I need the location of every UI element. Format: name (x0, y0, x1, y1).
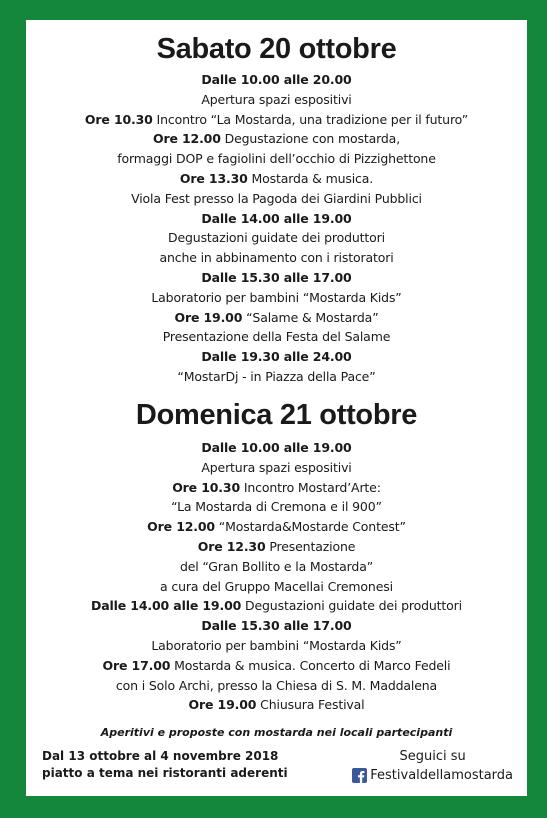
schedule-time: Dalle 10.00 alle 20.00 (201, 72, 352, 87)
schedule-line (26, 676, 527, 696)
restaurant-promo (42, 748, 288, 782)
schedule-line (26, 367, 527, 387)
schedule-line (26, 636, 527, 656)
schedule-line (26, 209, 527, 229)
schedule-line (26, 438, 527, 458)
schedule-text: anche in abbinamento con i ristoratori (159, 250, 394, 266)
schedule-time: Dalle 10.00 alle 19.00 (201, 440, 352, 455)
schedule-time: Ore 13.30 (179, 170, 248, 186)
schedule-text: a cura del Gruppo Macellai Cremonesi (160, 578, 393, 594)
schedule-line (26, 478, 527, 498)
schedule-line (26, 557, 527, 577)
schedule-text: Presentazione (265, 538, 356, 554)
schedule-text: Degustazione con mostarda, (220, 131, 401, 147)
schedule-text: Incontro “La Mostarda, una tradizione per il futuro” (152, 111, 469, 127)
schedule-time: Ore 17.00 (102, 657, 171, 673)
schedule-line (26, 577, 527, 597)
facebook-link[interactable] (352, 766, 513, 785)
schedule-line (26, 110, 527, 130)
schedule-time: Ore 12.00 (147, 519, 215, 535)
schedule-text: Presentazione della Festa del Salame (162, 329, 391, 345)
schedule-line (26, 537, 527, 557)
schedule-text: Laboratorio per bambini “Mostarda Kids” (151, 289, 402, 305)
facebook-page-name: Festivaldellamostarda (370, 768, 513, 783)
schedule-line (26, 228, 527, 248)
schedule-time: Dalle 14.00 alle 19.00 (201, 210, 352, 226)
sunday-section (26, 398, 527, 715)
schedule-time: Dalle 14.00 alle 19.00 (91, 598, 242, 614)
schedule-text: Chiusura Festival (256, 697, 365, 713)
schedule-line (26, 517, 527, 537)
schedule-text: “La Mostarda di Cremona e il 900” (171, 499, 382, 515)
aperitivi-note: Aperitivi e proposte con mostarda nei locali partecipanti (100, 726, 453, 739)
schedule-line (26, 90, 527, 110)
schedule-text: con i Solo Archi, presso la Chiesa di S. M. Maddalena (115, 677, 438, 693)
schedule-line (26, 656, 527, 676)
schedule-text: Mostarda & musica. (247, 170, 374, 186)
facebook-icon (352, 768, 367, 783)
schedule-time: Dalle 15.30 alle 17.00 (201, 618, 352, 634)
schedule-text: Viola Fest presso la Pagoda dei Giardini Pubblici (131, 190, 422, 206)
promo-description: piatto a tema nei ristoranti aderenti (42, 766, 288, 780)
schedule-line (26, 189, 527, 209)
schedule-line (26, 288, 527, 308)
schedule-line (26, 695, 527, 715)
saturday-title: Sabato 20 ottobre (156, 33, 397, 65)
schedule-time: Ore 19.00 (174, 309, 243, 325)
program-card (26, 20, 527, 796)
schedule-text: “MostarDj - in Piazza della Pace” (177, 368, 376, 384)
schedule-line (26, 458, 527, 478)
schedule-line (26, 129, 527, 149)
schedule-time: Ore 12.30 (197, 538, 266, 554)
schedule-line (26, 327, 527, 347)
social-follow (352, 747, 513, 785)
sunday-schedule (26, 438, 527, 715)
saturday-section (26, 32, 527, 387)
saturday-schedule (26, 70, 527, 387)
schedule-line (26, 596, 527, 616)
schedule-text: Apertura spazi espositivi (201, 91, 352, 107)
schedule-text: Degustazioni guidate dei produttori (168, 230, 385, 246)
schedule-text: formaggi DOP e fagiolini dell’occhio di Pizzighettone (117, 151, 436, 167)
schedule-line (26, 268, 527, 288)
schedule-time: Dalle 19.30 alle 24.00 (201, 349, 352, 365)
schedule-line (26, 169, 527, 189)
sunday-title: Domenica 21 ottobre (135, 399, 418, 431)
schedule-text: “Salame & Mostarda” (242, 309, 379, 325)
schedule-line (26, 616, 527, 636)
schedule-line (26, 308, 527, 328)
promo-dates: Dal 13 ottobre al 4 novembre 2018 (42, 749, 279, 763)
schedule-time: Ore 10.30 (172, 479, 240, 495)
schedule-text: Degustazioni guidate dei produttori (241, 598, 462, 614)
schedule-text: Laboratorio per bambini “Mostarda Kids” (151, 637, 402, 653)
schedule-line (26, 248, 527, 268)
schedule-line (26, 347, 527, 367)
schedule-time: Dalle 15.30 alle 17.00 (201, 269, 352, 285)
follow-label: Seguici su (399, 749, 466, 764)
schedule-text: Apertura spazi espositivi (201, 459, 352, 475)
schedule-line (26, 70, 527, 90)
schedule-text: del “Gran Bollito e la Mostarda” (179, 558, 374, 574)
schedule-text: Incontro Mostard’Arte: (240, 479, 381, 495)
schedule-line (26, 497, 527, 517)
schedule-time: Ore 12.00 (152, 131, 221, 147)
schedule-text: “Mostarda&Mostarde Contest” (214, 519, 406, 535)
schedule-text: Mostarda & musica. Concerto di Marco Fedeli (170, 657, 451, 673)
schedule-line (26, 149, 527, 169)
schedule-time: Ore 10.30 (84, 111, 153, 127)
schedule-time: Ore 19.00 (188, 697, 257, 713)
